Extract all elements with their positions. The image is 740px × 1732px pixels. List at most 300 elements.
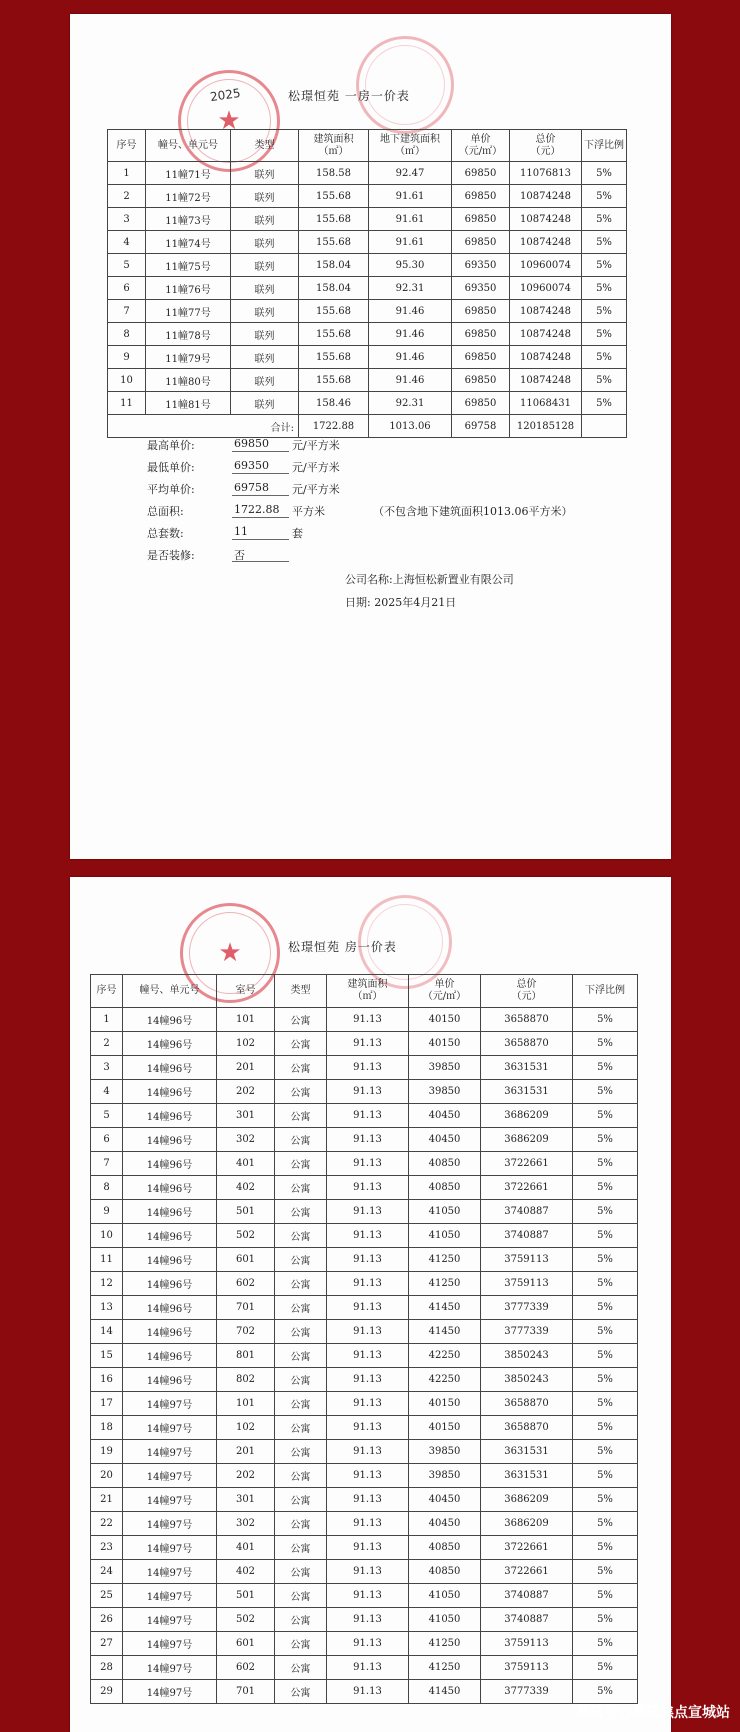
table-cell: 5% [573,1272,638,1296]
table-row [91,1104,638,1128]
table-cell: 3850243 [481,1368,573,1392]
table-cell: 155.68 [299,300,369,323]
table-cell: 公寓 [275,1152,327,1176]
table-cell: 公寓 [275,1272,327,1296]
table-cell: 公寓 [275,1416,327,1440]
table-cell: 3658870 [481,1008,573,1032]
table-row [108,208,627,231]
table-cell: 5% [573,1056,638,1080]
table-cell: 3722661 [481,1560,573,1584]
table-cell: 5% [582,369,627,392]
table-cell: 91.13 [327,1464,409,1488]
table-cell: 3631531 [481,1056,573,1080]
table-cell: 3686209 [481,1128,573,1152]
table-cell: 702 [217,1320,275,1344]
table-cell: 14幢97号 [123,1464,217,1488]
table-cell: 91.13 [327,1680,409,1704]
table-cell: 联列 [231,185,299,208]
table-cell: 10874248 [510,208,582,231]
total-avg-price: 69758 [452,415,510,438]
table-cell: 14幢96号 [123,1008,217,1032]
table-cell: 5% [573,1464,638,1488]
table-cell: 5% [582,254,627,277]
table-cell: 14幢96号 [123,1176,217,1200]
table-row [91,1128,638,1152]
table-cell: 5 [108,254,146,277]
table-cell: 公寓 [275,1104,327,1128]
table-cell: 11076813 [510,162,582,185]
table-cell: 公寓 [275,1176,327,1200]
table-row [91,1008,638,1032]
table-cell: 41250 [409,1272,481,1296]
table-cell: 91.13 [327,1320,409,1344]
table-cell: 5% [582,208,627,231]
table-cell: 202 [217,1464,275,1488]
table-cell: 10960074 [510,277,582,300]
table-cell: 5% [573,1152,638,1176]
table-cell: 69350 [452,254,510,277]
table-cell: 69850 [452,346,510,369]
table-row [91,1488,638,1512]
table-cell: 5% [582,346,627,369]
table-cell: 公寓 [275,1680,327,1704]
table-cell: 14幢96号 [123,1200,217,1224]
table-cell: 公寓 [275,1344,327,1368]
table-cell: 91.13 [327,1176,409,1200]
table-cell: 92.47 [369,162,452,185]
table-row [91,1368,638,1392]
table-row [91,1536,638,1560]
table-cell: 公寓 [275,1656,327,1680]
table-cell: 91.61 [369,208,452,231]
table-cell: 5% [573,1176,638,1200]
table-row [91,1464,638,1488]
table-cell: 5% [573,1200,638,1224]
table-cell: 91.13 [327,1560,409,1584]
table-cell: 3759113 [481,1248,573,1272]
table-cell: 5% [573,1560,638,1584]
table-cell: 公寓 [275,1392,327,1416]
table-cell: 41450 [409,1320,481,1344]
table-cell: 91.13 [327,1656,409,1680]
table-row [91,1248,638,1272]
table-cell: 10 [91,1224,123,1248]
table-cell: 14幢96号 [123,1248,217,1272]
table-cell: 19 [91,1440,123,1464]
column-header: 单价 （元/㎡） [452,130,510,162]
column-header: 总价 （元） [481,975,573,1008]
table-cell: 3777339 [481,1296,573,1320]
table-cell: 40150 [409,1392,481,1416]
table-cell: 155.68 [299,369,369,392]
table-cell: 91.13 [327,1152,409,1176]
table-cell: 40150 [409,1032,481,1056]
table-cell: 91.13 [327,1536,409,1560]
table-cell: 40150 [409,1008,481,1032]
table-cell: 公寓 [275,1296,327,1320]
table-cell: 3777339 [481,1320,573,1344]
table-cell: 601 [217,1248,275,1272]
table-cell: 2 [91,1032,123,1056]
table-cell: 158.04 [299,254,369,277]
table-cell: 301 [217,1104,275,1128]
table-cell: 69850 [452,231,510,254]
table-cell: 联列 [231,277,299,300]
table-cell: 41250 [409,1248,481,1272]
table-cell: 39850 [409,1056,481,1080]
table-cell: 39850 [409,1080,481,1104]
table-cell: 11幢72号 [146,185,231,208]
table-row [91,1176,638,1200]
table-cell: 102 [217,1416,275,1440]
table-cell: 40450 [409,1488,481,1512]
table-cell: 14幢96号 [123,1128,217,1152]
table-cell: 1 [108,162,146,185]
table-cell: 5% [573,1416,638,1440]
total-label: 合计: [108,415,299,438]
table-cell: 41250 [409,1632,481,1656]
table-cell: 69850 [452,323,510,346]
table-cell: 301 [217,1488,275,1512]
table-cell: 602 [217,1272,275,1296]
table-cell: 5% [573,1440,638,1464]
table-cell: 3759113 [481,1656,573,1680]
table-cell: 502 [217,1224,275,1248]
table-cell: 14 [91,1320,123,1344]
table-cell: 5% [582,231,627,254]
column-header: 幢号、单元号 [146,130,231,162]
table-cell: 9 [108,346,146,369]
table-cell: 10874248 [510,300,582,323]
table-cell: 14幢97号 [123,1656,217,1680]
table-cell: 12 [91,1272,123,1296]
table-cell: 5% [573,1296,638,1320]
table-cell: 公寓 [275,1200,327,1224]
column-header: 序号 [108,130,146,162]
table-cell: 101 [217,1008,275,1032]
table-row [91,1200,638,1224]
table-row [108,254,627,277]
table-cell: 3759113 [481,1632,573,1656]
table-row [91,1152,638,1176]
table-row [108,277,627,300]
table-row [91,1344,638,1368]
table-cell: 14幢97号 [123,1632,217,1656]
table-cell: 3 [91,1056,123,1080]
table-cell: 公寓 [275,1560,327,1584]
table-cell: 14幢97号 [123,1560,217,1584]
table-cell: 28 [91,1656,123,1680]
table-cell: 39850 [409,1440,481,1464]
table-cell: 701 [217,1680,275,1704]
table-cell: 41050 [409,1224,481,1248]
table-cell: 18 [91,1416,123,1440]
table-cell: 158.58 [299,162,369,185]
table-cell: 5% [573,1104,638,1128]
table-cell: 联列 [231,323,299,346]
table-cell: 3686209 [481,1512,573,1536]
table-cell: 5% [573,1488,638,1512]
table-cell: 5% [573,1608,638,1632]
table-cell: 公寓 [275,1320,327,1344]
table-cell: 17 [91,1392,123,1416]
table-cell: 5% [573,1248,638,1272]
table-cell: 3722661 [481,1152,573,1176]
table-cell: 802 [217,1368,275,1392]
table-cell: 公寓 [275,1464,327,1488]
table-cell: 91.13 [327,1200,409,1224]
table-row [91,1632,638,1656]
table-cell: 10 [108,369,146,392]
table-cell: 3631531 [481,1464,573,1488]
table-cell: 91.13 [327,1032,409,1056]
table-cell: 14幢97号 [123,1488,217,1512]
table-cell: 401 [217,1536,275,1560]
table-cell: 14幢96号 [123,1032,217,1056]
table-cell: 91.13 [327,1488,409,1512]
table-row [91,1080,638,1104]
table-cell: 23 [91,1536,123,1560]
table-cell: 5% [573,1680,638,1704]
table-cell: 158.46 [299,392,369,415]
table-cell: 91.13 [327,1392,409,1416]
table-cell: 402 [217,1560,275,1584]
red-star-icon: ★ [218,938,242,968]
table-cell: 6 [108,277,146,300]
table-cell: 29 [91,1680,123,1704]
table-cell: 5% [573,1008,638,1032]
column-header: 建筑面积 （㎡） [299,130,369,162]
table-cell: 10874248 [510,231,582,254]
table-cell: 3740887 [481,1584,573,1608]
table-cell: 92.31 [369,277,452,300]
table-cell: 3740887 [481,1200,573,1224]
table-row [91,1320,638,1344]
column-header: 序号 [91,975,123,1008]
table-cell: 3631531 [481,1080,573,1104]
table-cell: 11幢81号 [146,392,231,415]
table-cell: 302 [217,1512,275,1536]
page-title: 松璟恒苑 房一价表 [288,940,397,954]
table-cell: 91.13 [327,1272,409,1296]
table-cell: 公寓 [275,1512,327,1536]
table-row [91,1512,638,1536]
table-total-row [108,415,627,438]
table-cell: 5% [573,1512,638,1536]
table-cell: 5% [573,1584,638,1608]
table-cell: 5% [573,1656,638,1680]
table-row [91,1560,638,1584]
table-cell: 40450 [409,1104,481,1128]
table-cell: 16 [91,1368,123,1392]
table-cell: 2 [108,185,146,208]
table-cell: 11幢74号 [146,231,231,254]
table-row [108,392,627,415]
table-cell: 11 [91,1248,123,1272]
table-row [108,300,627,323]
table-cell: 155.68 [299,231,369,254]
table-row [108,323,627,346]
table-cell: 40850 [409,1560,481,1584]
table-cell: 91.13 [327,1128,409,1152]
table-cell: 69850 [452,300,510,323]
table-cell: 7 [108,300,146,323]
table-cell: 102 [217,1032,275,1056]
table-cell: 69850 [452,162,510,185]
table-cell: 8 [91,1176,123,1200]
table-row [91,1032,638,1056]
total-empty-cell [582,415,627,438]
table-cell: 11068431 [510,392,582,415]
table-cell: 69850 [452,185,510,208]
table-cell: 公寓 [275,1584,327,1608]
table-cell: 91.46 [369,369,452,392]
table-cell: 10874248 [510,323,582,346]
table-cell: 40450 [409,1128,481,1152]
table-header-row [108,130,627,162]
table-cell: 5% [582,323,627,346]
column-header: 幢号、单元号 [123,975,217,1008]
column-header: 下浮比例 [573,975,638,1008]
table-cell: 14幢97号 [123,1512,217,1536]
table-cell: 3759113 [481,1272,573,1296]
table-cell: 5% [582,162,627,185]
table-cell: 10874248 [510,185,582,208]
table-cell: 155.68 [299,323,369,346]
table-cell: 11幢79号 [146,346,231,369]
table-cell: 6 [91,1128,123,1152]
table-cell: 95.30 [369,254,452,277]
table-cell: 14幢97号 [123,1416,217,1440]
table-cell: 公寓 [275,1032,327,1056]
table-row [108,162,627,185]
table-cell: 91.13 [327,1344,409,1368]
page-title: 松璟恒苑 一房一价表 [288,89,410,103]
table-cell: 公寓 [275,1608,327,1632]
area-note: （不包含地下建筑面积1013.06平方米） [373,505,573,518]
table-cell: 公寓 [275,1488,327,1512]
table-cell: 155.68 [299,346,369,369]
table-cell: 1 [91,1008,123,1032]
table-row [91,1272,638,1296]
table-cell: 5% [573,1344,638,1368]
table-cell: 402 [217,1176,275,1200]
table-cell: 3658870 [481,1416,573,1440]
document-date: 日期: 2025年4月21日 [345,596,457,609]
table-row [91,1608,638,1632]
table-cell: 801 [217,1344,275,1368]
table-cell: 联列 [231,162,299,185]
table-cell: 401 [217,1152,275,1176]
column-header: 总价 （元） [510,130,582,162]
table-row [91,1392,638,1416]
column-header: 单价 （元/㎡） [409,975,481,1008]
table-cell: 91.13 [327,1608,409,1632]
table-cell: 41050 [409,1584,481,1608]
table-cell: 14幢96号 [123,1224,217,1248]
table-cell: 联列 [231,346,299,369]
table-cell: 3686209 [481,1488,573,1512]
table-cell: 24 [91,1560,123,1584]
table-cell: 公寓 [275,1080,327,1104]
table-cell: 42250 [409,1368,481,1392]
table-cell: 5% [582,185,627,208]
table-cell: 11幢77号 [146,300,231,323]
table-cell: 14幢96号 [123,1344,217,1368]
table-cell: 201 [217,1056,275,1080]
total-sum: 120185128 [510,415,582,438]
table-cell: 公寓 [275,1632,327,1656]
table-cell: 501 [217,1584,275,1608]
table-cell: 11幢75号 [146,254,231,277]
table-cell: 14幢96号 [123,1080,217,1104]
table-cell: 91.13 [327,1416,409,1440]
table-cell: 5 [91,1104,123,1128]
table-cell: 27 [91,1632,123,1656]
table-cell: 40150 [409,1416,481,1440]
table-cell: 4 [91,1080,123,1104]
table-cell: 5% [582,300,627,323]
table-cell: 14幢96号 [123,1272,217,1296]
table-cell: 8 [108,323,146,346]
table-cell: 3850243 [481,1344,573,1368]
table-cell: 联列 [231,208,299,231]
table-cell: 91.13 [327,1584,409,1608]
column-header: 类型 [231,130,299,162]
table-cell: 14幢97号 [123,1536,217,1560]
table-cell: 3658870 [481,1392,573,1416]
table-cell: 91.61 [369,231,452,254]
table-cell: 69850 [452,392,510,415]
table-cell: 3722661 [481,1536,573,1560]
table-cell: 40850 [409,1152,481,1176]
watermark: 搜狐号@搜狐焦点宣城站 [576,1705,730,1721]
table-cell: 14幢97号 [123,1440,217,1464]
table-row [91,1656,638,1680]
column-header: 类型 [275,975,327,1008]
table-cell: 14幢96号 [123,1152,217,1176]
table-cell: 3686209 [481,1104,573,1128]
table-cell: 10874248 [510,346,582,369]
table-cell: 92.31 [369,392,452,415]
table-cell: 15 [91,1344,123,1368]
total-area: 1722.88 [299,415,369,438]
company-name: 公司名称:上海恒松新置业有限公司 [345,573,514,586]
table-cell: 91.13 [327,1632,409,1656]
table-cell: 14幢97号 [123,1392,217,1416]
table-cell: 3631531 [481,1440,573,1464]
table-cell: 101 [217,1392,275,1416]
table-cell: 91.13 [327,1224,409,1248]
table-cell: 5% [573,1320,638,1344]
table-cell: 5% [582,277,627,300]
table-cell: 91.13 [327,1440,409,1464]
table-cell: 10960074 [510,254,582,277]
table-cell: 联列 [231,254,299,277]
table-cell: 5% [582,392,627,415]
table-cell: 3740887 [481,1224,573,1248]
table-cell: 40850 [409,1176,481,1200]
table-cell: 公寓 [275,1536,327,1560]
table-cell: 201 [217,1440,275,1464]
table-cell: 155.68 [299,208,369,231]
price-sheet-page-1: ★ 2025 松璟恒苑 一房一价表 序号 幢号、单元号 类型 建筑面积 （㎡） 地下建筑面积 （㎡） 单价 （元/㎡） 总价 （元） 下浮比例 1 11幢71号 联列 158.58 92.47 69850 11076813 5% 2 11幢72号 联列 155.68 91.61 69850 10874248 5% 3 11幢73号 联列 155.68 91.61 69850 10874248 5% 4 11幢74号 联列 155.68 91.61 69850 10874248 5% 5 11幢75号 联列 158.04 95.30 69350 10960074 5% 6 11幢76号 联列 158.04 92.31 69350 10960074 5% 7 11幢77号 联列 155.68 91.46 69850 10874248 5% 8 11幢78号 联列 155.68 91.46 69850 10874248 5% 9 11幢79号 联列 155.68 91.46 69850 10874248 5% 10 11幢80号 联列 155.68 91.46 69850 10874248 5% 11 11幢81号 联列 158.46 92.31 69850 11068431 5% 合计: 1722.88 1013.06 69758 120185128 最高单价: 69850 元/平方米 最低单价: 69350 元/平方米 平均单价: 69758 元/平方米 总面积: 1722.88 平方米 （不包含地下建筑面积1013.06平方米） 总套数: 11 套 是否装修: 否 公司名称:上海恒松新置业有限公司 日期: 2025年4月21日 [70,14,671,859]
table-row [91,1680,638,1704]
table-cell: 联列 [231,369,299,392]
table-cell: 13 [91,1296,123,1320]
table-cell: 501 [217,1200,275,1224]
table-cell: 91.46 [369,346,452,369]
